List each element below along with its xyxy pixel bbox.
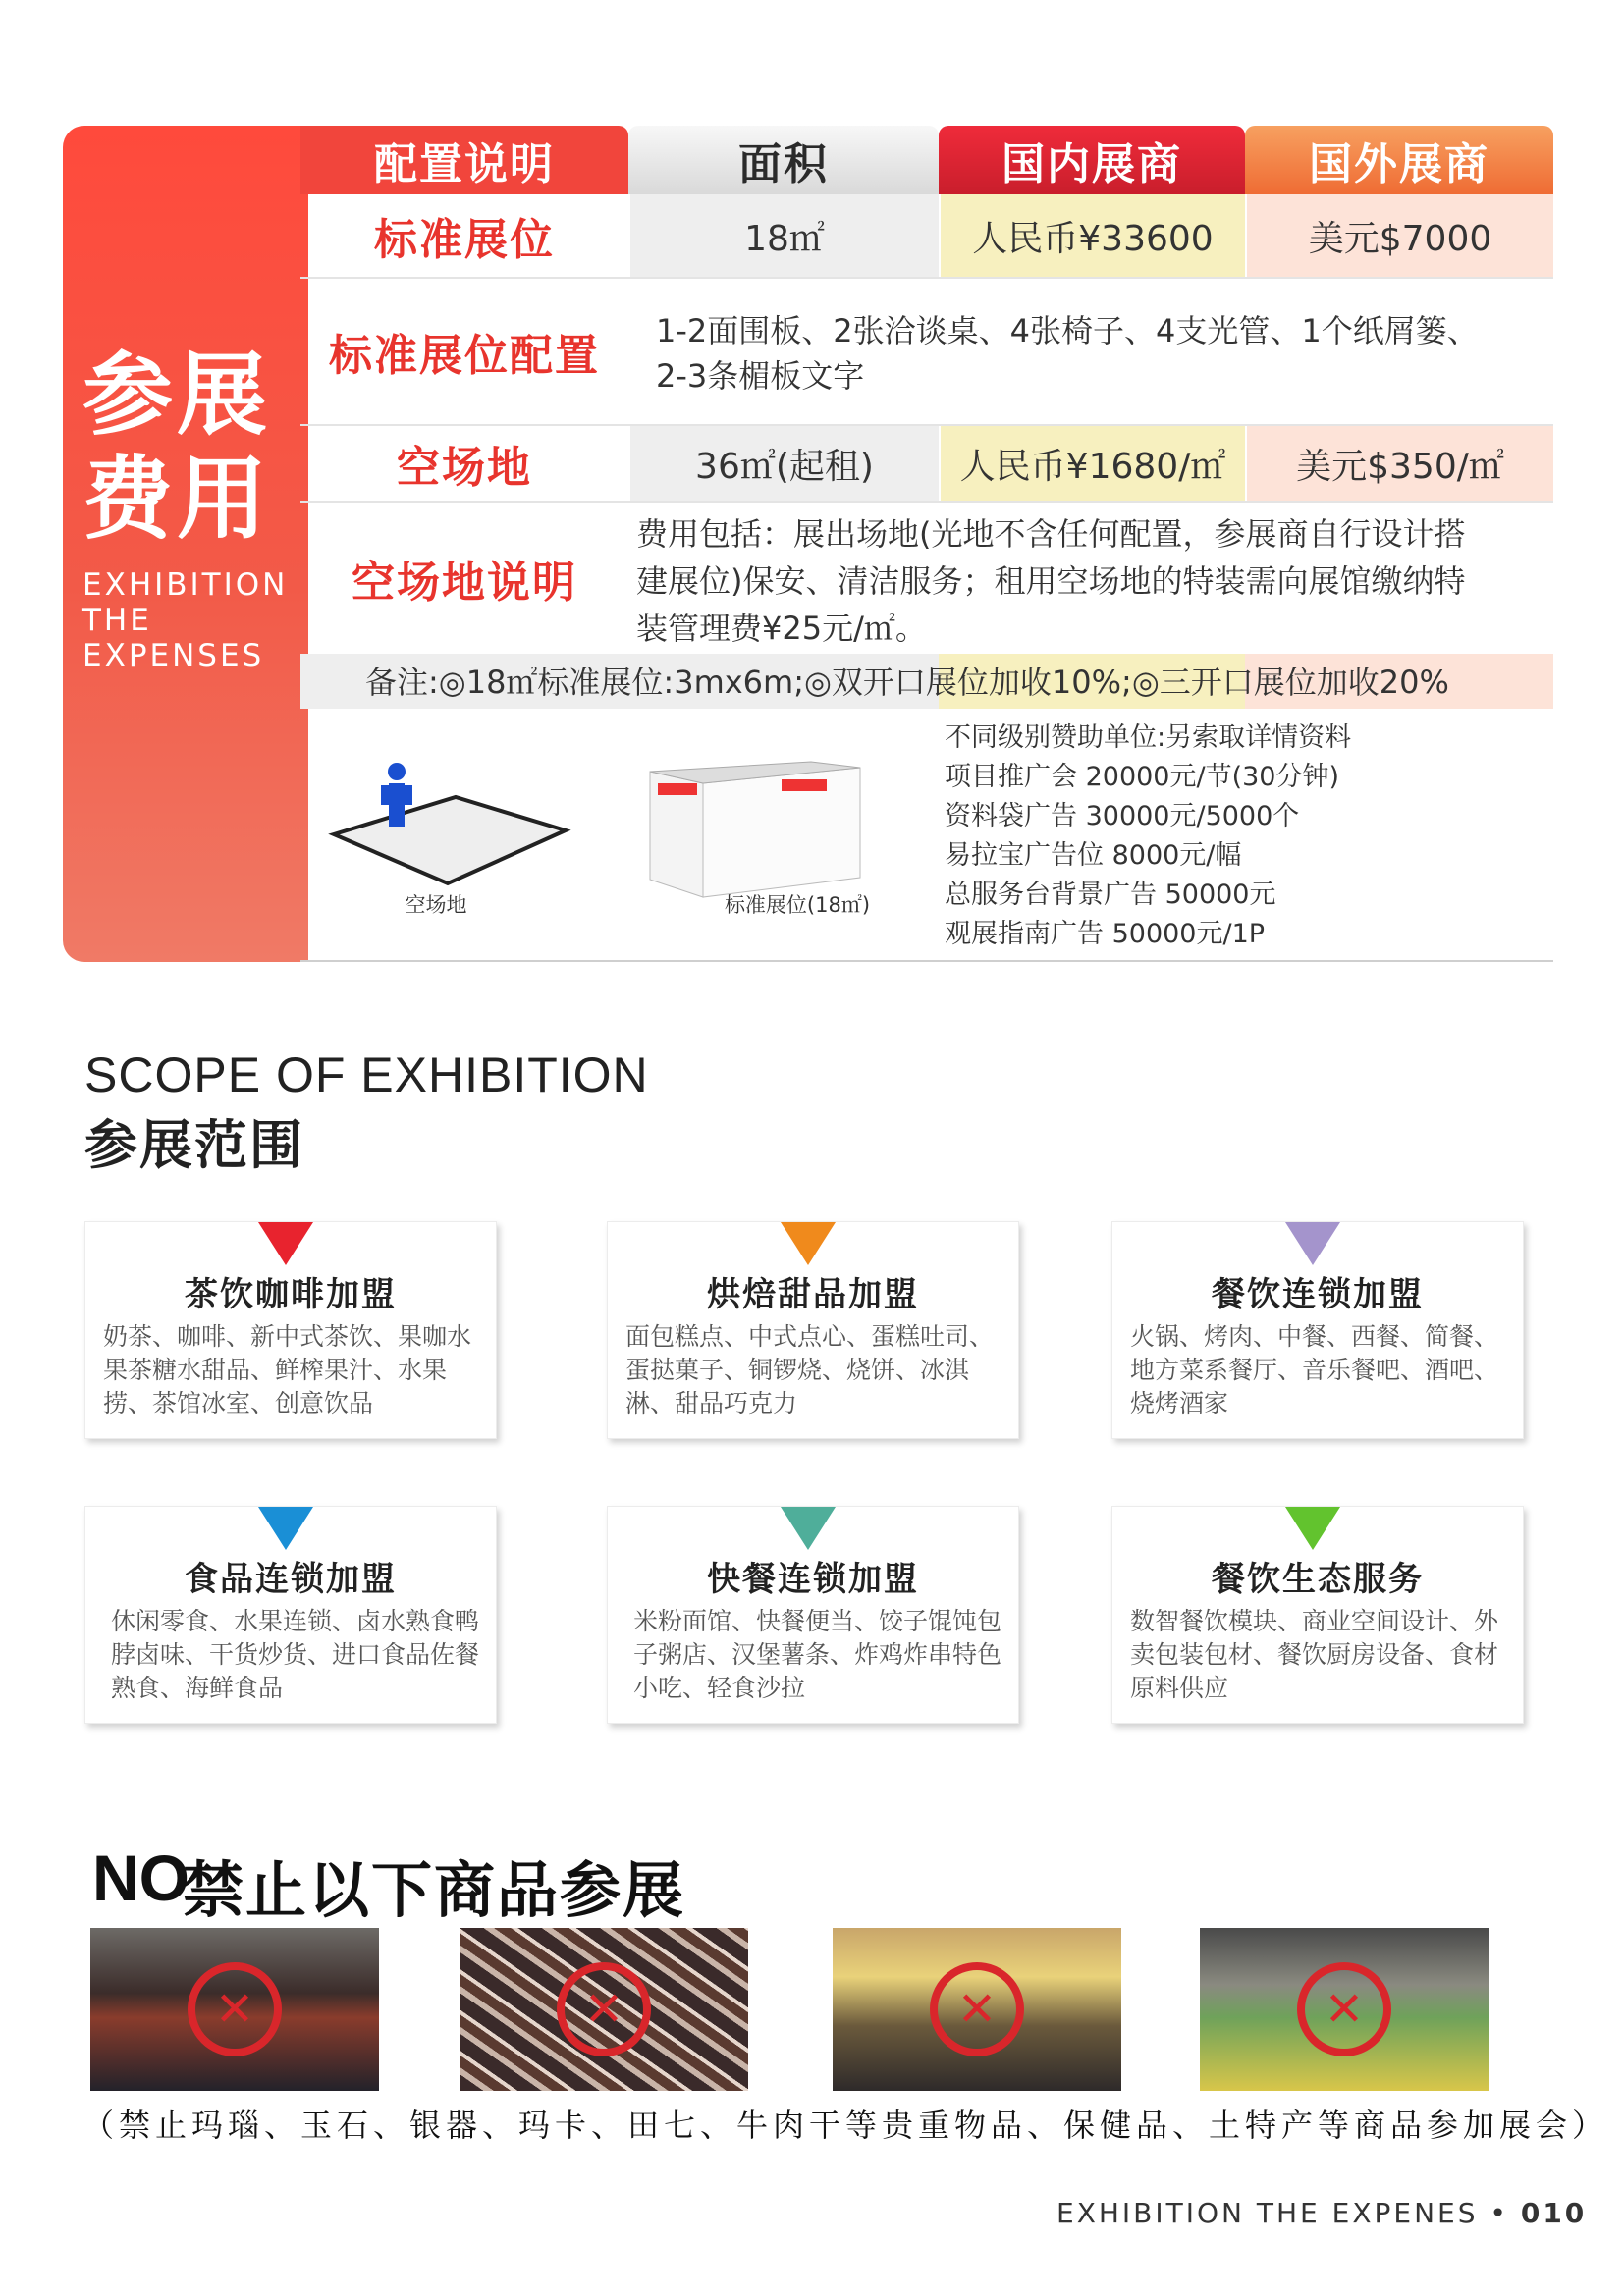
prohibited-photo-3 — [833, 1928, 1121, 2091]
row-config-label: 标准展位配置 — [329, 331, 600, 381]
fees-side-en — [82, 567, 308, 673]
scope-card-desc: 奶茶、咖啡、新中式茶饮、果咖水果茶糖水甜品、鲜榨果汁、水果捞、茶馆冰室、创意饮品 — [103, 1322, 472, 1417]
scope-card-desc: 休闲零食、水果连锁、卤水熟食鸭脖卤味、干货炒货、进口食品佐餐熟食、海鲜食品 — [111, 1607, 480, 1702]
space-desc-line3: 装管理费¥25元/㎡。 — [636, 610, 927, 647]
side-en-2: THE — [82, 603, 152, 638]
row-space-desc-text — [636, 510, 1549, 652]
prohibit-title: 禁止以下商品参展 — [183, 1854, 686, 1926]
row-space-area: 36㎡(起租) — [630, 426, 939, 501]
prohibited-photo-4 — [1200, 1928, 1489, 2091]
row-standard-domestic: 人民币¥33600 — [941, 194, 1245, 277]
page-footer — [1056, 2197, 1588, 2229]
sponsor-list — [945, 719, 1553, 954]
prohibit-mark — [1297, 1962, 1391, 2056]
triangle-marker — [258, 1507, 313, 1550]
empty-space-caption: 空场地 — [405, 893, 467, 917]
header-domestic: 国内展商 — [939, 126, 1245, 194]
prohibited-photo-2 — [460, 1928, 748, 2091]
scope-card-title: 食品连锁加盟 — [185, 1560, 397, 1599]
footer-dot: • — [1489, 2197, 1509, 2229]
row-config-line2: 2-3条楣板文字 — [656, 357, 865, 395]
standard-booth-caption: 标准展位(18㎡) — [724, 893, 871, 917]
sponsor-line: 资料袋广告 30000元/5000个 — [945, 801, 1300, 831]
triangle-marker — [1285, 1507, 1340, 1550]
side-title-line1: 参展 — [82, 343, 272, 448]
scope-card — [1111, 1221, 1524, 1439]
scope-card — [84, 1221, 497, 1439]
scope-title-cn: 参展范围 — [84, 1114, 304, 1176]
sponsor-line: 总服务台背景广告 50000元 — [945, 880, 1276, 910]
header-config: 配置说明 — [300, 126, 628, 194]
footer-text: EXHIBITION THE EXPENES — [1056, 2197, 1479, 2229]
header-foreign: 国外展商 — [1245, 126, 1553, 194]
row-standard-area: 18㎡ — [630, 194, 939, 277]
prohibit-mark — [557, 1962, 651, 2056]
triangle-marker — [781, 1507, 836, 1550]
triangle-marker — [258, 1222, 313, 1265]
scope-card — [607, 1221, 1019, 1439]
empty-space-illustration — [328, 746, 571, 893]
prohibit-note: （禁止玛瑙、玉石、银器、玛卡、田七、牛肉干等贵重物品、保健品、土特产等商品参加展会） — [82, 2107, 1609, 2144]
sponsor-line: 不同级别赞助单位:另索取详情资料 — [945, 722, 1352, 753]
row-space-label: 空场地 — [397, 443, 532, 493]
space-desc-line2: 建展位)保安、清洁服务；租用空场地的特装需向展馆缴纳特 — [636, 562, 1466, 600]
side-title-line2: 费用 — [82, 447, 272, 552]
row-standard-label: 标准展位 — [374, 215, 555, 265]
triangle-marker — [1285, 1222, 1340, 1265]
side-en-3: EXPENSES — [82, 638, 265, 673]
prohibited-photo-1 — [90, 1928, 379, 2091]
space-desc-line1: 费用包括：展出场地(光地不含任何配置，参展商自行设计搭 — [636, 515, 1466, 553]
sponsor-line: 易拉宝广告位 8000元/幅 — [945, 840, 1242, 871]
prohibit-mark — [188, 1962, 282, 2056]
table-bottom-rule — [300, 960, 1553, 962]
header-area: 面积 — [628, 126, 939, 194]
standard-booth-illustration — [644, 762, 866, 899]
remark-text: 备注:◎18㎡标准展位:3mx6m;◎双开口展位加收10%;◎三开口展位加收20% — [365, 664, 1449, 701]
scope-card — [84, 1506, 497, 1724]
scope-card-desc: 米粉面馆、快餐便当、饺子馄饨包子粥店、汉堡薯条、炸鸡炸串特色小吃、轻食沙拉 — [633, 1607, 1002, 1702]
x-icon: ✕ — [1324, 1982, 1365, 2037]
prohibit-mark — [930, 1962, 1024, 2056]
row-space-domestic: 人民币¥1680/㎡ — [941, 426, 1245, 501]
scope-card-title: 快餐连锁加盟 — [707, 1560, 919, 1599]
scope-card-title: 烘焙甜品加盟 — [707, 1275, 919, 1314]
side-en-1: EXHIBITION — [82, 567, 289, 603]
scope-card — [607, 1506, 1019, 1724]
row-standard-foreign: 美元$7000 — [1247, 194, 1553, 277]
page-number: 010 — [1520, 2197, 1588, 2229]
row-config-line1: 1-2面围板、2张洽谈桌、4张椅子、4支光管、1个纸屑篓、 — [656, 312, 1479, 349]
x-icon: ✕ — [214, 1982, 255, 2037]
scope-card-desc: 面包糕点、中式点心、蛋糕吐司、蛋挞菓子、铜锣烧、烧饼、冰淇淋、甜品巧克力 — [625, 1322, 995, 1417]
sponsor-line: 观展指南广告 50000元/1P — [945, 919, 1266, 949]
prohibit-prefix: NO — [92, 1842, 189, 1914]
scope-card-desc: 火锅、烤肉、中餐、西餐、简餐、地方菜系餐厅、音乐餐吧、酒吧、烧烤酒家 — [1130, 1322, 1499, 1417]
x-icon: ✕ — [583, 1982, 624, 2037]
fees-side-title — [82, 344, 308, 552]
row-config-text — [656, 308, 1549, 399]
sponsor-line: 项目推广会 20000元/节(30分钟) — [945, 762, 1339, 792]
row-space-desc-label: 空场地说明 — [352, 558, 577, 608]
scope-card-title: 餐饮连锁加盟 — [1212, 1275, 1424, 1314]
scope-card-title: 茶饮咖啡加盟 — [185, 1275, 397, 1314]
scope-card-desc: 数智餐饮模块、商业空间设计、外卖包装包材、餐饮厨房设备、食材原料供应 — [1130, 1607, 1499, 1702]
scope-title-en: SCOPE OF EXHIBITION — [84, 1047, 649, 1102]
scope-card-title: 餐饮生态服务 — [1212, 1560, 1424, 1599]
triangle-marker — [781, 1222, 836, 1265]
row-space-foreign: 美元$350/㎡ — [1247, 426, 1553, 501]
scope-card — [1111, 1506, 1524, 1724]
x-icon: ✕ — [956, 1982, 998, 2037]
